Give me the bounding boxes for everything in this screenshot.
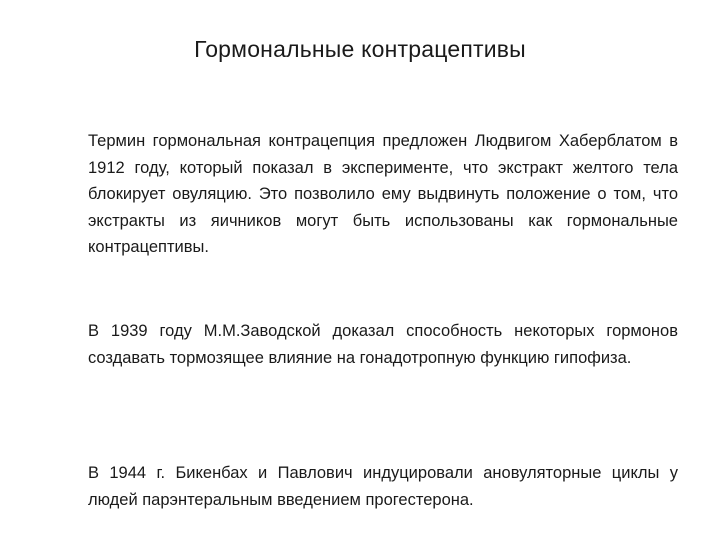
paragraph-2: В 1939 году М.М.Заводской доказал способность некоторых гормонов создавать тормозящее влияние на гонадотропную функцию гипофиза. [88,322,678,367]
slide-title: Гормональные контрацептивы [194,36,526,62]
paragraph-3: В 1944 г. Бикенбах и Павлович индуцировали ановуляторные циклы у людей парэнтеральным введением прогестерона. [88,464,678,509]
paragraph-1: Термин гормональная контрацепция предложен Людвигом Хаберблатом в 1912 году, который показал в эксперименте, что экстракт желтого тела блокирует овуляцию. Это позволило ему выдвинуть положение о том, что экстракты из яичников могут быть использованы как гормональные контрацептивы. [88,132,678,256]
